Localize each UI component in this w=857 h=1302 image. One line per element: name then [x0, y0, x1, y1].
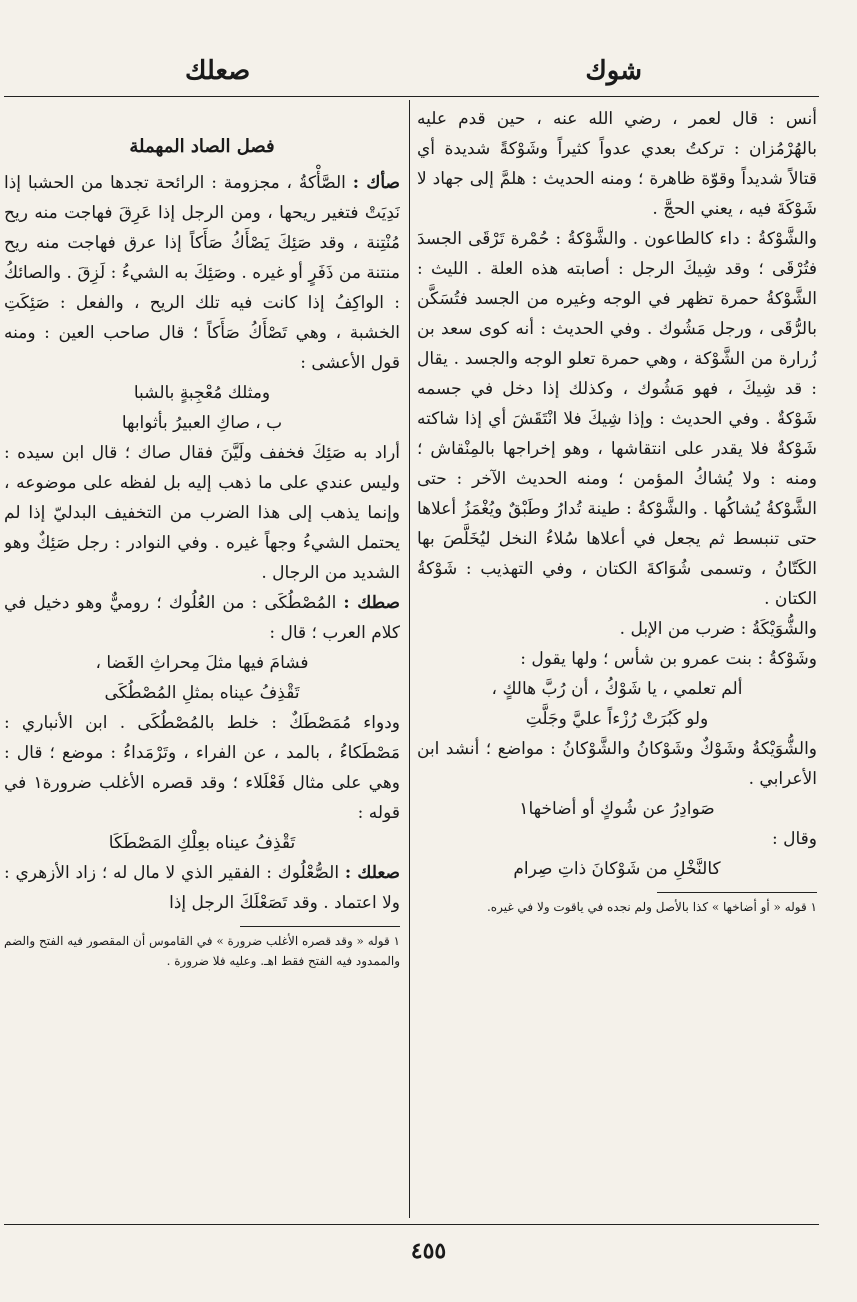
- footnote: ١ قوله « أو أضاخها » كذا بالأصل ولم نجده في ياقوت ولا في غيره.: [486, 900, 817, 914]
- entry-text: المُصْطُكَى : من العُلُوك ؛ روميٌّ وهو دخيل في كلام العرب ؛ قال :: [4, 593, 400, 643]
- footnote-rule: [657, 892, 817, 893]
- entry-paragraph: وشَوْكةُ : بنت عمرو بن شأس ؛ ولها يقول :: [520, 649, 817, 669]
- entry-headword: صأك :: [352, 173, 400, 193]
- verse-line: ألم تعلمي ، يا شَوْكُ ، أن رُبَّ هالكٍ ،: [491, 679, 743, 699]
- verse: [4, 378, 400, 438]
- verse: [4, 648, 400, 708]
- page-number: ٤٥٥: [410, 1238, 447, 1264]
- left-column: [4, 104, 400, 1214]
- verse-line: كالنَّخْلِ من شَوْكانَ ذاتِ صِرام: [513, 859, 721, 879]
- entry-paragraph: ودواء مُمَصْطَكٌ : خلط بالمُصْطُكَى . ابن الأنباري : مَصْطَكاءُ ، بالمد ، عن الفراء ، وتَرْمَداءُ : موضع ؛ قال : وهي على مثال فَعْلَلاء ؛ وقد قصره الأغلب ضرورة١ في قوله :: [4, 713, 400, 823]
- entry-headword: صعلك :: [344, 863, 400, 883]
- verse-line: صَوادِرُ عن شُوكٍ أو أضاخها١: [519, 799, 715, 819]
- footnote-rule: [240, 926, 400, 927]
- verse-line: ولو كَبُرَتْ رُزْءاً عليَّ وجَلَّتِ: [525, 709, 709, 729]
- header-rule: [4, 96, 819, 97]
- entry-paragraph: أنس : قال لعمر ، رضي الله عنه ، حين قدم عليه بالهُرْمُزان : تركتُ بعدي عدواً كثيراً وشَوْكةً شديدة أي قتالاً شديداً وقوّة ظاهرة ؛ ومنه الحديث : هلمَّ إلى جهاد لا شَوْكَةَ فيه ، يعني الحجَّ .: [417, 109, 817, 219]
- verse: [417, 854, 817, 884]
- section-title: فصل الصاد المهملة: [129, 136, 275, 157]
- entry-paragraph: وقال :: [772, 829, 817, 849]
- entry-paragraph: والشَّوْكةُ : داء كالطاعون . والشَّوْكةُ : حُمْرة تَرْقَى الجسدَ فتُرْقَى ؛ وقد شِيكَ الرجل : أصابته هذه العلة . الليث : الشَّوْكةُ حمرة تظهر في الوجه وغيره من الجسد فتُسَكَّن بالرُّقَى ، ورجل مَشُوك . وفي الحديث : أنه كوى سعد بن زُرارة من الشَّوْكة ، وهي حمرة تعلو الوجه والجسد . يقال : قد شِيكَ ، فهو مَشُوك ، وكذلك إذا دخل في جسمه شَوْكةٌ . وفي الحديث : وإذا شِيكَ فلا انْتَقَشَ أي إذا شاكته شَوْكةٌ فلا يقدر على انتقاشها ، وهو إخراجها بالمِنْقاش ؛ ومنه : ولا يُشاكُ المؤمن ؛ ومنه الحديث الآخر : حتى الشَّوْكةُ يُشاكُها . والشَّوْكةُ : طينة تُدارُ وطَبْقٌ ويُغْمَزُ أعلاها حتى تنبسط ثم يجعل في أعلاها سُلاءُ النخل ليُخَلَّصَ بها الكَتّانُ ، وتسمى شُوَاكةَ الكتان ، وفي التهذيب : شَوْكةُ الكتان .: [417, 229, 817, 609]
- entry-paragraph: [4, 588, 400, 648]
- verse-line: ومثلك مُعْجِبةٍ بالشبا: [133, 383, 271, 403]
- verse-line: تَقْذِفُ عيناه بعِلْكِ المَصْطَكَا: [108, 833, 296, 853]
- verse-line: ب ، صاكِ العبيرُ بأثوابها: [121, 413, 283, 433]
- verse: [417, 674, 817, 734]
- running-head-left: صعلك: [185, 56, 251, 86]
- verse-line: فشامَ فيها مثلَ مِحراثِ الغَضا ،: [95, 653, 309, 673]
- verse-line: تَقْذِفُ عيناه بمثلِ المُصْطُكَى: [104, 683, 300, 703]
- entry-paragraph: والشُّوَيْكَةُ : ضرب من الإبل .: [619, 619, 817, 639]
- entry-headword: صطك :: [343, 593, 400, 613]
- entry-paragraph: أراد به صَئِكَ فخفف ولَيَّنَ فقال صاك ؛ قال ابن سيده : وليس عندي على ما ذهب إليه بل لفظه على موضوعه ، وإنما يذهب إلى هذا الضرب من التخفيف البدليّ إذا لم يحتمل الشيءُ وجهاً غيره . وفي النوادر : رجل صَئِكٌ وهو الشديد من الرجال .: [4, 443, 400, 583]
- footnote: ١ قوله « وقد قصره الأغلب ضرورة » في القاموس أن المقصور فيه الفتح والضم والممدود فيه الفتح فقط اهـ. وعليه فلا ضرورة .: [4, 934, 400, 968]
- entry-paragraph: [4, 168, 400, 378]
- column-divider: [409, 100, 410, 1218]
- entry-text: الصَّأْكةُ ، مجزومة : الرائحة تجدها من الحشبا إذا نَدِيَتْ فتغير ريحها ، ومن الرجل إذا عَرِقَ فهاجت منه ريح مُنْتِنة ، وقد صَئِكَ يَصْأَكُ صَأَكاً إذا عرق فهاجت منه ريح منتنة من ذَفَرٍ أو غيره . وصَئِكَ به الشيءُ : لَزِقَ . والصائكُ : الواكِفُ إذا كانت فيه تلك الريح ، والفعل : صَئِكَتِ الخشبة ، وهي تَصْأَكُ صَأَكاً ؛ قال صاحب العين : ومنه قول الأعشى :: [4, 173, 400, 373]
- running-head-right: شوك: [585, 56, 642, 86]
- verse: [4, 828, 400, 858]
- entry-text: الصُّعْلُوك : الفقير الذي لا مال له ؛ زاد الأزهري : ولا اعتماد . وقد تَصَعْلَكَ الرجل إذا: [4, 863, 400, 913]
- right-column: [417, 104, 817, 1214]
- entry-paragraph: [4, 858, 400, 918]
- footer-rule: [4, 1224, 819, 1225]
- verse: [417, 794, 817, 824]
- entry-paragraph: والشُّوَيْكةُ وشَوْكٌ وشَوْكانُ والشَّوْكانُ : مواضع ؛ أنشد ابن الأعرابي .: [417, 739, 817, 789]
